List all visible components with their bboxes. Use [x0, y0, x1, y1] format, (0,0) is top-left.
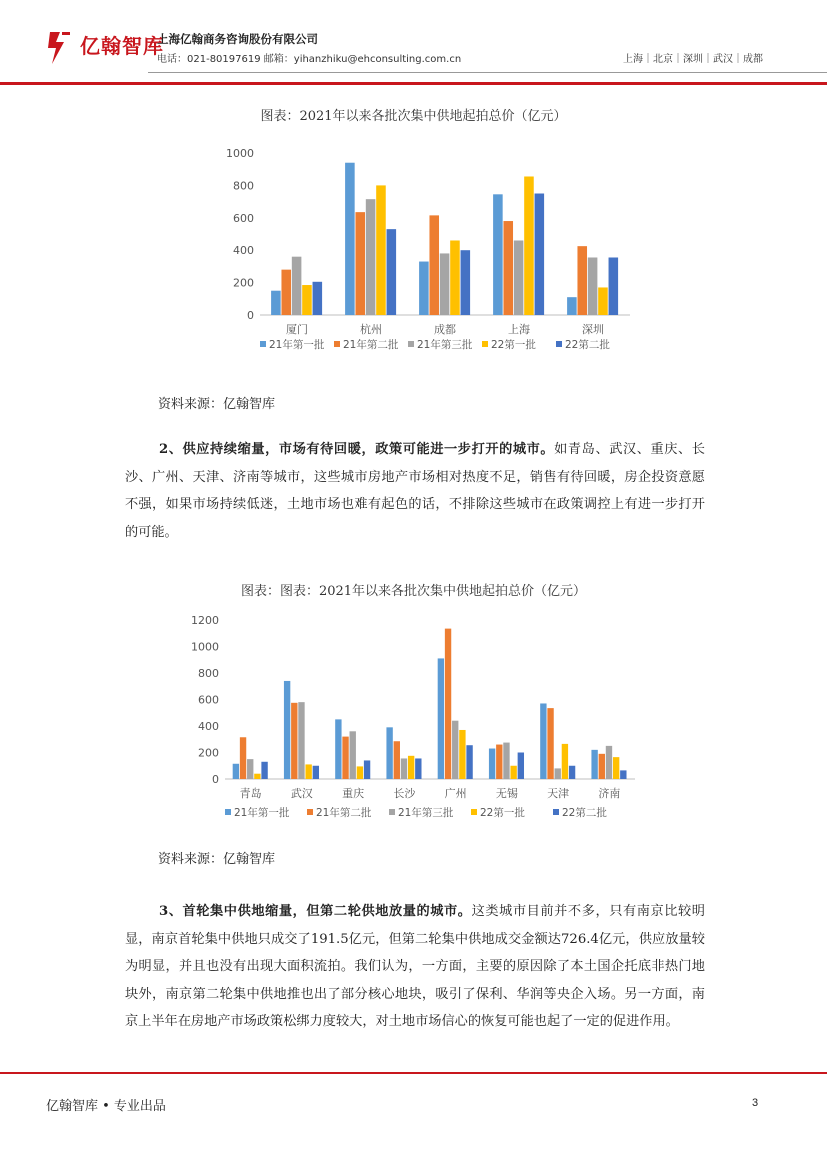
company-name: 上海亿翰商务咨询股份有限公司 — [157, 32, 318, 46]
header-red-rule — [0, 82, 827, 85]
x-tick-label: 武汉 — [290, 787, 313, 800]
bar-济南-21年第三批 — [606, 746, 612, 779]
page-header — [0, 0, 827, 90]
bar-杭州-22第二批 — [387, 229, 397, 315]
bar-深圳-21年第三批 — [588, 257, 598, 315]
y-tick-label: 1000 — [226, 147, 254, 160]
legend-label: 21年第一批 — [234, 807, 290, 819]
bar-深圳-22第一批 — [598, 287, 608, 315]
y-tick-label: 400 — [198, 720, 219, 733]
bar-武汉-21年第二批 — [291, 703, 297, 779]
x-tick-label: 济南 — [598, 787, 621, 800]
legend-swatch — [225, 809, 231, 815]
x-tick-label: 长沙 — [393, 787, 416, 800]
para3-heading: 3、首轮集中供地缩量，但第二轮供地放量的城市。 — [159, 904, 472, 919]
bar-上海-21年第三批 — [514, 240, 524, 315]
bar-天津-22第二批 — [569, 766, 575, 779]
bar-上海-21年第二批 — [503, 221, 513, 315]
bar-广州-21年第一批 — [438, 658, 444, 779]
bar-武汉-21年第三批 — [298, 702, 304, 779]
legend-label: 21年第一批 — [269, 339, 325, 351]
legend-swatch — [334, 341, 340, 347]
bar-武汉-22第一批 — [305, 764, 311, 779]
x-tick-label: 上海 — [508, 323, 530, 336]
bar-成都-22第二批 — [461, 250, 471, 315]
y-tick-label: 800 — [233, 179, 254, 193]
bar-青岛-22第二批 — [261, 762, 267, 779]
legend-label: 21年第三批 — [417, 339, 473, 351]
y-tick-label: 0 — [247, 309, 254, 322]
bar-重庆-21年第三批 — [350, 731, 356, 779]
bar-重庆-22第二批 — [364, 760, 370, 779]
page-number: 3 — [752, 1097, 759, 1109]
bar-上海-21年第一批 — [493, 194, 503, 315]
legend-swatch — [471, 809, 477, 815]
x-tick-label: 广州 — [444, 787, 467, 800]
y-tick-label: 600 — [198, 693, 219, 707]
bar-长沙-21年第三批 — [401, 758, 407, 779]
legend-swatch — [556, 341, 562, 347]
y-tick-label: 400 — [233, 244, 254, 258]
bar-天津-21年第三批 — [555, 768, 561, 779]
y-tick-label: 200 — [198, 746, 219, 760]
bar-深圳-21年第一批 — [567, 297, 577, 315]
header-divider — [148, 72, 827, 73]
bar-济南-22第一批 — [613, 757, 619, 779]
bar-厦门-22第一批 — [302, 285, 312, 315]
bar-重庆-22第一批 — [357, 766, 363, 779]
bar-深圳-22第二批 — [609, 257, 619, 315]
legend-label: 22第二批 — [562, 807, 607, 819]
bar-深圳-21年第二批 — [577, 246, 587, 315]
bar-青岛-21年第三批 — [247, 759, 253, 779]
x-tick-label: 深圳 — [582, 323, 604, 336]
x-tick-label: 杭州 — [360, 323, 382, 336]
bar-杭州-21年第二批 — [355, 212, 365, 315]
chart1 — [200, 140, 640, 360]
bar-济南-22第二批 — [620, 770, 626, 779]
chart2 — [165, 608, 645, 828]
para3-body: 这类城市目前并不多，只有南京比较明显，南京首轮集中供地只成交了191.5亿元，但第二轮集中供地成交金额达726.4亿元，供应放量较为明显，并且也没有出现大面积流拍。我们认为，一方面，主要的原因除了本土国企托底非热门地块外，南京第二轮集中供地推也出了部分核心地块，吸引了保利、华润等央企入场。另一方面，南京上半年在房地产市场政策松绑力度较大，对土地市场信心的恢复可能也起了一定的促进作用。 — [125, 904, 705, 1029]
chart2-source: 资料来源：亿翰智库 — [158, 852, 276, 867]
bar-重庆-21年第一批 — [335, 719, 341, 779]
chart2-title: 图表：图表：2021年以来各批次集中供地起拍总价（亿元） — [240, 584, 587, 599]
bar-天津-21年第二批 — [547, 708, 553, 779]
y-tick-label: 800 — [198, 667, 219, 680]
legend-swatch — [260, 341, 266, 347]
legend-swatch — [389, 809, 395, 815]
logo-text: 亿翰智库 — [80, 34, 164, 58]
bar-广州-22第二批 — [466, 745, 472, 779]
bar-长沙-22第二批 — [415, 758, 421, 779]
bar-厦门-21年第二批 — [281, 270, 291, 315]
y-tick-label: 1200 — [191, 614, 219, 627]
bar-广州-21年第三批 — [452, 721, 458, 779]
legend-label: 22第二批 — [565, 339, 610, 351]
bar-无锡-21年第三批 — [503, 743, 509, 779]
bar-杭州-21年第三批 — [366, 199, 376, 315]
bar-上海-22第一批 — [524, 176, 534, 315]
bar-成都-21年第二批 — [429, 215, 439, 315]
paragraph-2 — [125, 436, 705, 546]
bar-青岛-22第一批 — [254, 774, 260, 779]
y-tick-label: 1000 — [191, 640, 219, 654]
para2-body: 如青岛、武汉、重庆、长沙、广州、天津、济南等城市，这些城市房地产市场相对热度不足，销售有待回暖，房企投资意愿不强，如果市场持续低迷，土地市场也难有起色的话，不排除这些城市在政策调控上有进一步打开的可能。 — [125, 442, 705, 540]
y-tick-label: 200 — [233, 276, 254, 290]
y-tick-label: 0 — [212, 773, 219, 786]
bar-重庆-21年第二批 — [342, 737, 348, 779]
legend-label: 22第一批 — [491, 339, 536, 351]
bar-广州-21年第二批 — [445, 629, 451, 779]
legend-label: 21年第二批 — [343, 339, 399, 351]
para2-heading: 2、供应持续缩量，市场有待回暖，政策可能进一步打开的城市。 — [159, 442, 555, 457]
bar-厦门-21年第一批 — [271, 291, 281, 315]
logo-icon — [44, 28, 74, 68]
bar-长沙-21年第一批 — [386, 727, 392, 779]
x-tick-label: 成都 — [434, 323, 456, 336]
bar-武汉-22第二批 — [313, 766, 319, 779]
bar-杭州-22第一批 — [376, 185, 386, 315]
office-cities: 上海｜北京｜深圳｜武汉｜成都 — [623, 54, 763, 65]
bar-成都-21年第三批 — [440, 253, 450, 315]
bar-青岛-21年第二批 — [240, 737, 246, 779]
bar-长沙-21年第二批 — [394, 741, 400, 779]
bar-成都-21年第一批 — [419, 262, 429, 315]
bar-济南-21年第二批 — [599, 754, 605, 779]
bar-上海-22第二批 — [535, 194, 545, 316]
legend-swatch — [307, 809, 313, 815]
bar-青岛-21年第一批 — [233, 764, 239, 779]
bar-厦门-22第二批 — [313, 282, 323, 315]
paragraph-3 — [125, 898, 705, 1036]
bar-厦门-21年第三批 — [292, 257, 302, 315]
x-tick-label: 重庆 — [342, 787, 365, 800]
contact-info: 电话：021-80197619 邮箱：yihanzhiku@ehconsulting.com.cn — [157, 54, 462, 65]
bar-天津-22第一批 — [562, 744, 568, 779]
legend-label: 21年第三批 — [398, 807, 454, 819]
bar-成都-22第一批 — [450, 240, 460, 315]
legend-swatch — [408, 341, 414, 347]
legend-label: 22第一批 — [480, 807, 525, 819]
bar-济南-21年第一批 — [591, 750, 597, 779]
bar-无锡-21年第一批 — [489, 749, 495, 779]
bar-长沙-22第一批 — [408, 756, 414, 779]
chart1-source: 资料来源：亿翰智库 — [158, 397, 276, 412]
legend-label: 21年第二批 — [316, 807, 372, 819]
x-tick-label: 无锡 — [495, 787, 518, 800]
x-tick-label: 厦门 — [286, 323, 308, 336]
footer-brand: 亿翰智库 • 专业出品 — [46, 1099, 166, 1114]
x-tick-label: 天津 — [547, 787, 570, 800]
bar-杭州-21年第一批 — [345, 163, 355, 315]
bar-无锡-21年第二批 — [496, 745, 502, 779]
legend-swatch — [482, 341, 488, 347]
legend-swatch — [553, 809, 559, 815]
bar-武汉-21年第一批 — [284, 681, 290, 779]
bar-天津-21年第一批 — [540, 703, 546, 779]
chart1-title: 图表：2021年以来各批次集中供地起拍总价（亿元） — [260, 109, 567, 124]
y-tick-label: 600 — [233, 211, 254, 225]
bar-无锡-22第二批 — [518, 753, 524, 780]
bar-广州-22第一批 — [459, 730, 465, 779]
bar-无锡-22第一批 — [510, 766, 516, 779]
footer-red-rule — [0, 1072, 827, 1074]
x-tick-label: 青岛 — [239, 787, 262, 800]
